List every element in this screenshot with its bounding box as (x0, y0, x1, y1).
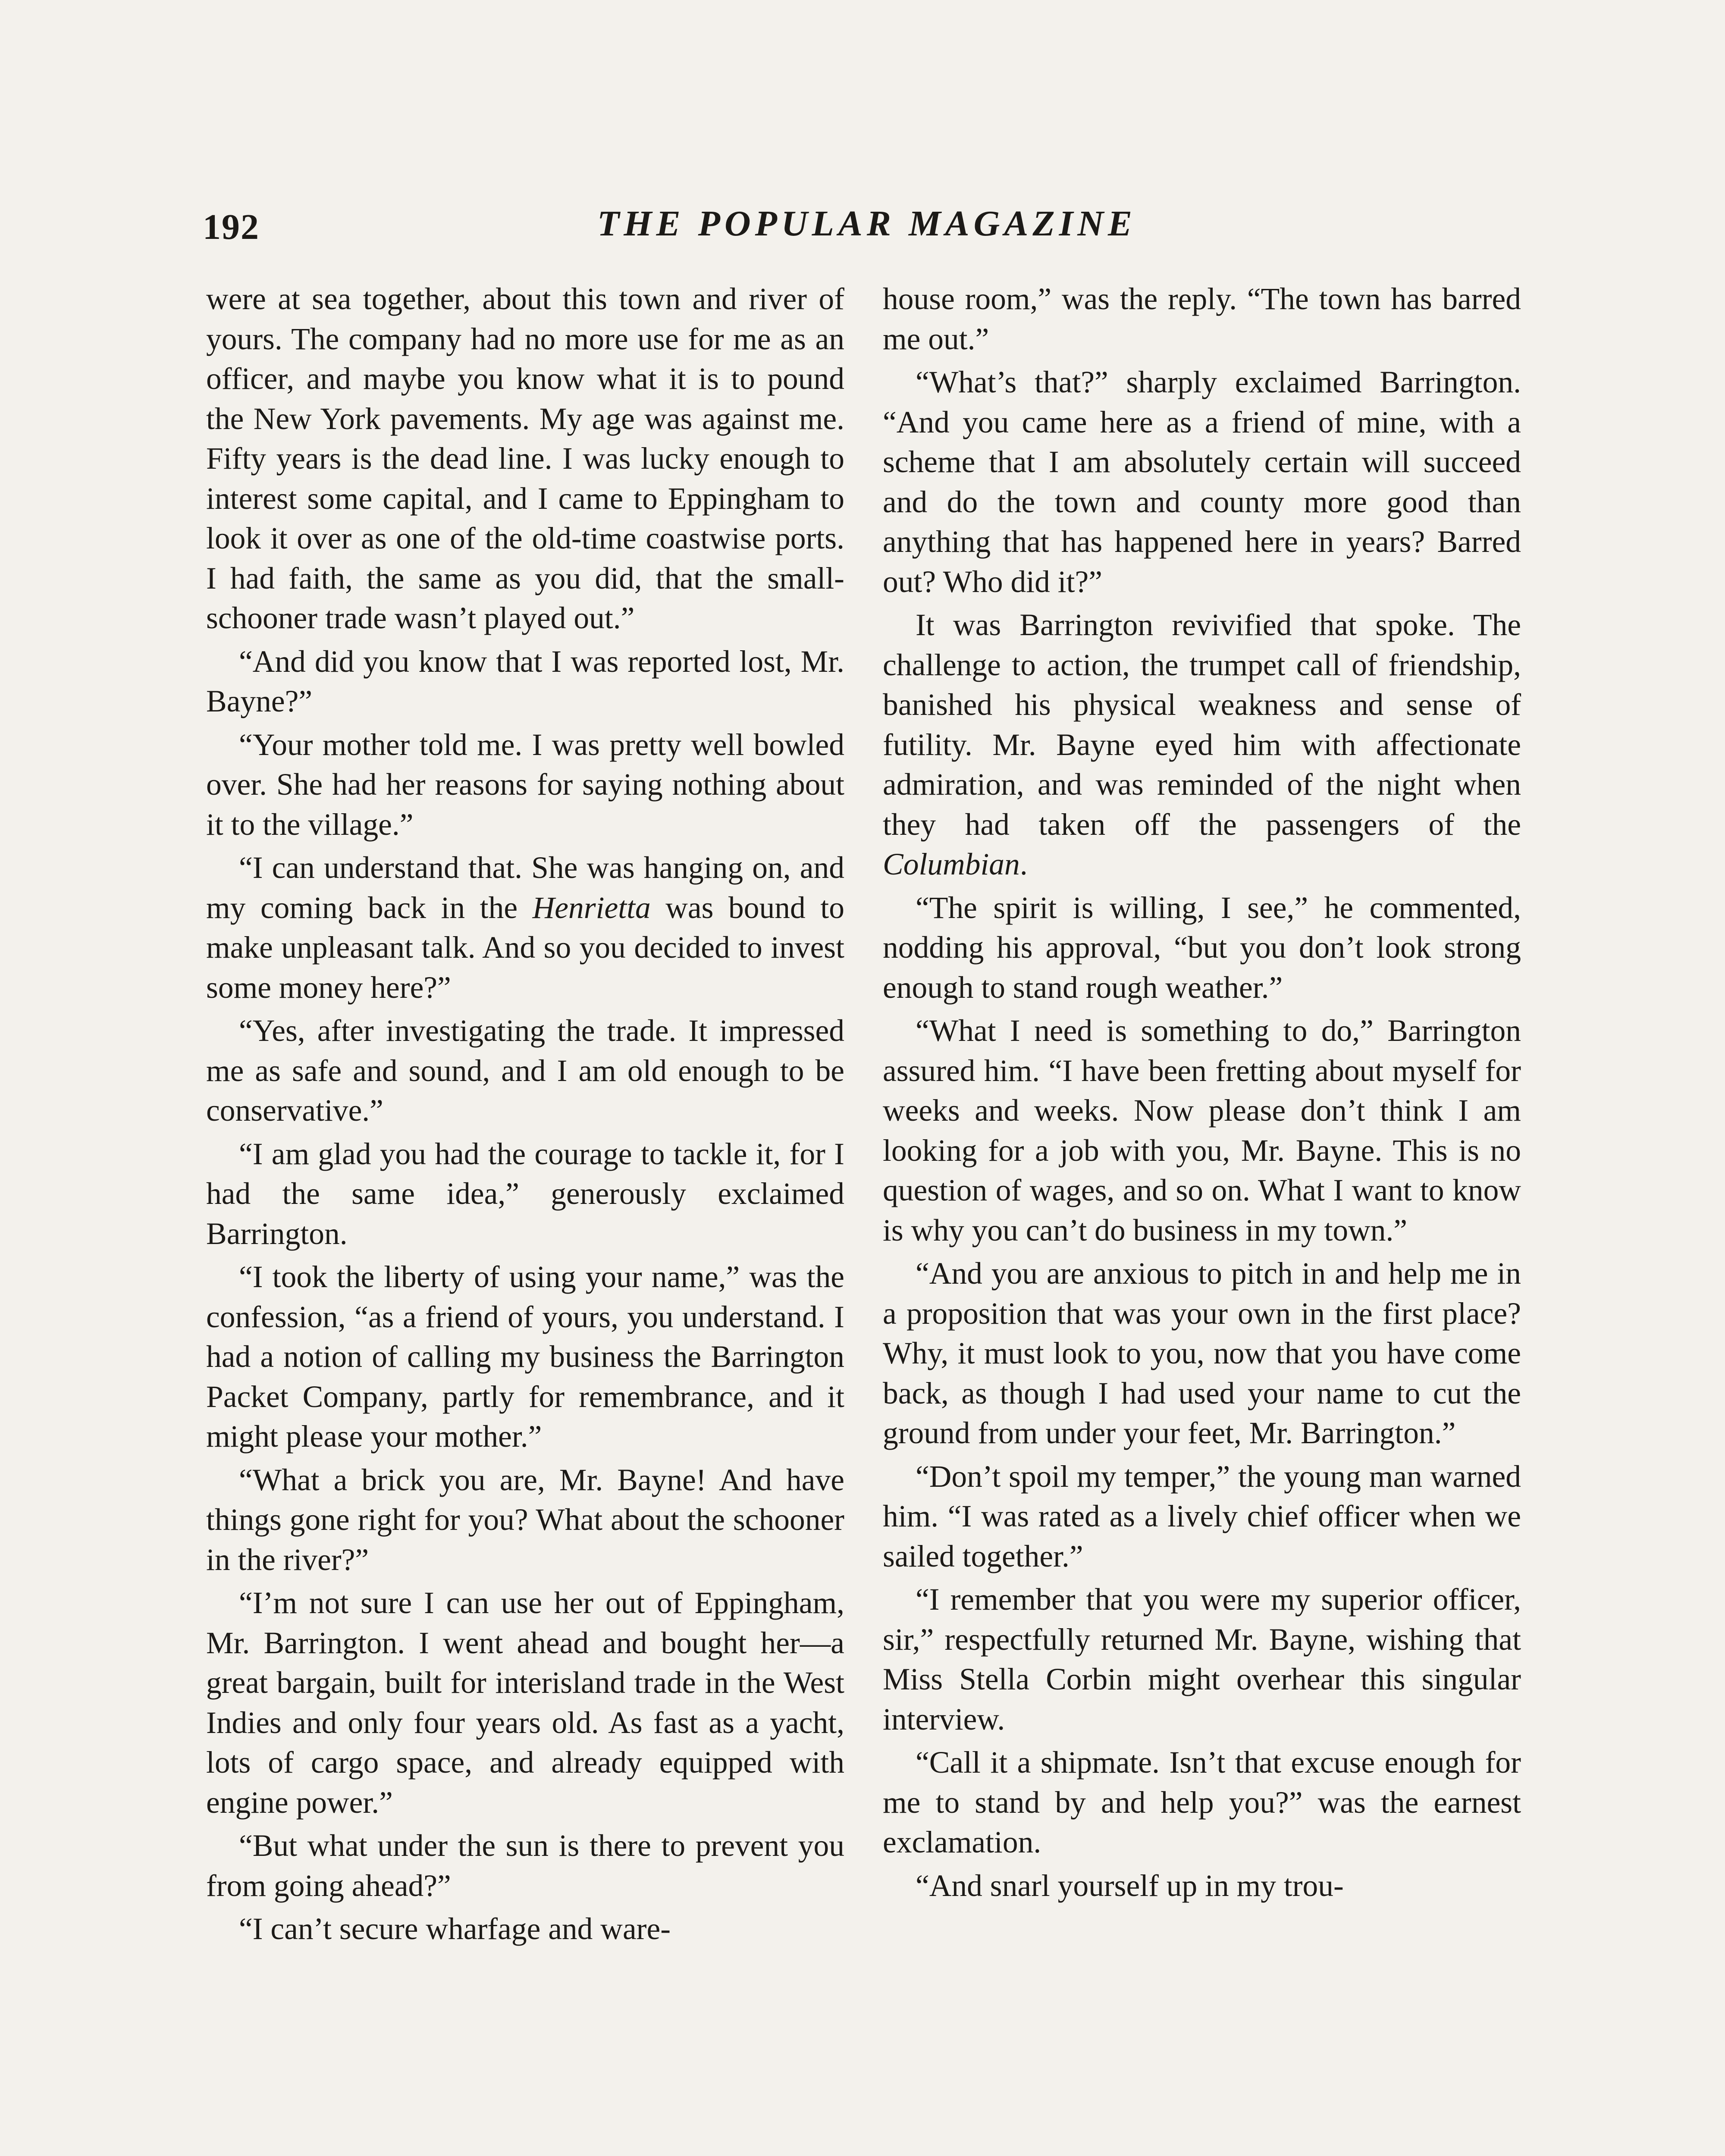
paragraph-text: “I can understand that. She was hanging on, and my coming back in the (206, 851, 844, 925)
paragraph-text: . (1019, 847, 1028, 881)
paragraph (883, 1011, 1521, 1250)
paragraph-text: house room,” was the reply. “The town has barred me out.” (883, 282, 1521, 356)
paragraph-text: “What’s that?” sharply exclaimed Barrington. “And you came here as a friend of mine, with a scheme that I am absolutely certain will succeed and do the town and county more good than anything that has happened here in years? Barred out? Who did it?” (883, 365, 1521, 599)
paragraph (206, 1011, 844, 1131)
paragraph-text: “And snarl yourself up in my trou- (916, 1868, 1344, 1903)
paragraph (206, 1257, 844, 1457)
paragraph-text: “I am glad you had the courage to tackle it, for I had the same idea,” generously exclaimed Barrington. (206, 1137, 844, 1251)
italic-title: Columbian (883, 847, 1020, 881)
paragraph (883, 1866, 1521, 1906)
paragraph (883, 888, 1521, 1008)
paragraph (883, 363, 1521, 602)
left-text-column (206, 279, 844, 2156)
paragraph-text: “And you are anxious to pitch in and help me in a proposition that was your own in the first place? Why, it must look to you, now that you have come back, as though I had used your name to cut the ground from under your feet, Mr. Barrington.” (883, 1257, 1521, 1450)
paragraph-text: “Don’t spoil my temper,” the young man warned him. “I was rated as a lively chief officer when we sailed together.” (883, 1459, 1521, 1573)
running-title: THE POPULAR MAGAZINE (597, 204, 1137, 244)
right-text-column (883, 279, 1521, 2156)
paragraph (883, 1457, 1521, 1577)
paragraph-text: “What a brick you are, Mr. Bayne! And have things gone right for you? What about the schooner in the river?” (206, 1463, 844, 1577)
paragraph-text: “And did you know that I was reported lost, Mr. Bayne?” (206, 644, 844, 718)
paragraph (206, 279, 844, 639)
paragraph (883, 605, 1521, 885)
paragraph (206, 848, 844, 1008)
paragraph (206, 1909, 844, 1949)
paragraph-text: “Call it a shipmate. Isn’t that excuse enough for me to stand by and help you?” was the earnest exclamation. (883, 1745, 1521, 1859)
paragraph-text: “I took the liberty of using your name,” was the confession, “as a friend of yours, you understand. I had a notion of calling my business the Barrington Packet Company, partly for remembrance, and it might please your mother.” (206, 1260, 844, 1454)
paragraph-text: “I remember that you were my superior officer, sir,” respectfully returned Mr. Bayne, wishing that Miss Stella Corbin might overhear this singular interview. (883, 1583, 1521, 1736)
paragraph (206, 1826, 844, 1906)
italic-title: Henrietta (532, 890, 651, 925)
paragraph-text: “Your mother told me. I was pretty well bowled over. She had her reasons for saying nothing about it to the village.” (206, 727, 844, 842)
paragraph (206, 1134, 844, 1254)
page-header (203, 203, 1531, 259)
paragraph (883, 1743, 1521, 1863)
paragraph (883, 279, 1521, 359)
paragraph-text: “I’m not sure I can use her out of Eppingham, Mr. Barrington. I went ahead and bought her—a great bargain, built for interisland trade in the West Indies and only four years old. As fast as a yacht, lots of cargo space, and already equipped with engine power.” (206, 1586, 844, 1820)
paragraph-text: was bound to make unpleasant talk. And so you decided to invest some money here?” (206, 890, 845, 1005)
paragraph (883, 1580, 1521, 1739)
paragraph-text: “The spirit is willing, I see,” he commented, nodding his approval, “but you don’t look strong enough to stand rough weather.” (883, 890, 1521, 1005)
page-number: 192 (203, 207, 260, 247)
paragraph-text: It was Barrington revivified that spoke. The challenge to action, the trumpet call of friendship, banished his physical weakness and sense of futility. Mr. Bayne eyed him with affectionate admiration, and was reminded of the night when they had taken off the passengers of the (883, 608, 1521, 842)
paragraph-text: were at sea together, about this town and river of yours. The company had no more use for me as an officer, and maybe you know what it is to pound the New York pavements. My age was against me. Fifty years is the dead line. I was lucky enough to interest some capital, and I came to Eppingham to look it over as one of the old-time coastwise ports. I had faith, the same as you did, that the small-schooner trade wasn’t played out.” (206, 282, 844, 635)
paragraph (206, 725, 844, 845)
paragraph-text: “But what under the sun is there to prevent you from going ahead?” (206, 1829, 844, 1903)
paragraph-text: “What I need is something to do,” Barrington assured him. “I have been fretting about myself for weeks and weeks. Now please don’t think I am looking for a job with you, Mr. Bayne. This is no question of wages, and so on. What I want to know is why you can’t do business in my town.” (883, 1014, 1521, 1247)
paragraph (206, 1460, 844, 1580)
paragraph-text: “Yes, after investigating the trade. It impressed me as safe and sound, and I am old enough to be conservative.” (206, 1014, 844, 1128)
paragraph (206, 1583, 844, 1823)
paragraph-text: “I can’t secure wharfage and ware- (239, 1912, 671, 1946)
paragraph (883, 1254, 1521, 1454)
paragraph (206, 642, 844, 722)
